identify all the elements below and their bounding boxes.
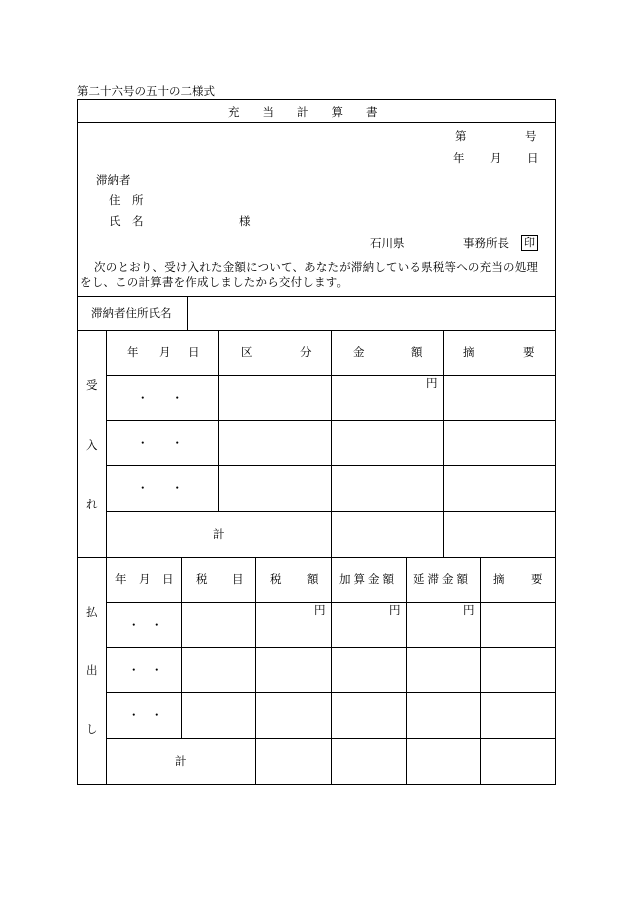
receipts-date-1: ・ ・ bbox=[137, 391, 183, 405]
receipts-date-3: ・ ・ bbox=[137, 481, 183, 495]
payments-yen-additional: 円 bbox=[389, 603, 401, 617]
number-label-2: 号 bbox=[525, 129, 537, 143]
payments-h-tax-item-2: 目 bbox=[232, 572, 244, 586]
payments-h-late-charge: 延滞金額 bbox=[413, 572, 471, 586]
receipts-h-amount-1: 金 bbox=[353, 345, 365, 359]
taxpayer-name-label: 氏 名 bbox=[109, 214, 144, 228]
date-day: 日 bbox=[527, 151, 539, 165]
address-name-divider bbox=[187, 296, 188, 330]
receipts-h-remarks-2: 要 bbox=[523, 345, 535, 359]
divider-payments-top bbox=[77, 557, 556, 558]
taxpayer-address-label: 住 所 bbox=[109, 193, 144, 207]
receipts-col-3 bbox=[443, 330, 444, 557]
seal-mark: 印 bbox=[521, 235, 538, 251]
payments-date-2: ・ ・ bbox=[128, 663, 163, 677]
taxpayer-label: 滞納者 bbox=[96, 173, 131, 187]
date-year: 年 bbox=[453, 151, 465, 165]
payments-h-remarks-1: 摘 bbox=[493, 572, 505, 586]
payments-h-tax-amount-1: 税 bbox=[270, 572, 282, 586]
address-name-label: 滞納者住所氏名 bbox=[91, 306, 172, 320]
receipts-h-day: 日 bbox=[188, 345, 200, 359]
receipts-side-1: 受 bbox=[86, 378, 98, 392]
payments-date-3: ・ ・ bbox=[128, 708, 163, 722]
receipts-date-2: ・ ・ bbox=[137, 436, 183, 450]
receipts-h-category-2: 分 bbox=[300, 345, 312, 359]
payments-col-4 bbox=[406, 557, 407, 784]
form-title: 充当計算書 bbox=[228, 105, 401, 119]
payments-col-5 bbox=[480, 557, 481, 784]
issuer-prefecture: 石川県 bbox=[370, 236, 405, 250]
receipts-total: 計 bbox=[213, 527, 225, 541]
issuer-office-head: 事務所長 bbox=[463, 236, 509, 250]
payments-side-3: し bbox=[86, 722, 98, 736]
payments-h-additional-tax: 加算金額 bbox=[339, 572, 397, 586]
number-label-1: 第 bbox=[455, 129, 467, 143]
payments-col-1 bbox=[181, 557, 182, 738]
receipts-h-category-1: 区 bbox=[241, 345, 253, 359]
payments-col-2 bbox=[255, 557, 256, 784]
receipts-h-month: 月 bbox=[159, 345, 171, 359]
divider-address-top bbox=[77, 296, 556, 297]
payments-side-2: 出 bbox=[86, 663, 98, 677]
divider-receipts-top bbox=[77, 330, 556, 331]
payments-h-year: 年 bbox=[115, 572, 127, 586]
date-month: 月 bbox=[490, 151, 502, 165]
receipts-side-2: 入 bbox=[86, 438, 98, 452]
receipts-h-amount-2: 額 bbox=[411, 345, 423, 359]
payments-col-3 bbox=[331, 557, 332, 784]
payments-h-tax-item-1: 税 bbox=[196, 572, 208, 586]
payments-yen-tax: 円 bbox=[314, 603, 326, 617]
honorific: 様 bbox=[239, 214, 251, 228]
payments-yen-late: 円 bbox=[463, 603, 475, 617]
payments-h-remarks-2: 要 bbox=[531, 572, 543, 586]
payments-h-day: 日 bbox=[162, 572, 174, 586]
notice-line-1: 次のとおり、受け入れた金額について、あなたが滞納している県税等への充当の処理 bbox=[94, 260, 539, 274]
receipts-h-year: 年 bbox=[127, 345, 139, 359]
receipts-col-2 bbox=[331, 330, 332, 557]
receipts-col-1 bbox=[218, 330, 219, 511]
payments-total: 計 bbox=[175, 754, 187, 768]
payments-side-1: 払 bbox=[86, 605, 98, 619]
receipts-side-3: れ bbox=[86, 497, 98, 511]
payments-h-tax-amount-2: 額 bbox=[307, 572, 319, 586]
receipts-h-remarks-1: 摘 bbox=[463, 345, 475, 359]
form-number: 第二十六号の五十の二様式 bbox=[77, 84, 215, 98]
receipts-yen: 円 bbox=[426, 376, 438, 390]
notice-line-2: をし、この計算書を作成しましたから交付します。 bbox=[80, 275, 349, 289]
title-divider bbox=[77, 122, 556, 123]
payments-date-1: ・ ・ bbox=[128, 618, 163, 632]
payments-h-month: 月 bbox=[139, 572, 151, 586]
